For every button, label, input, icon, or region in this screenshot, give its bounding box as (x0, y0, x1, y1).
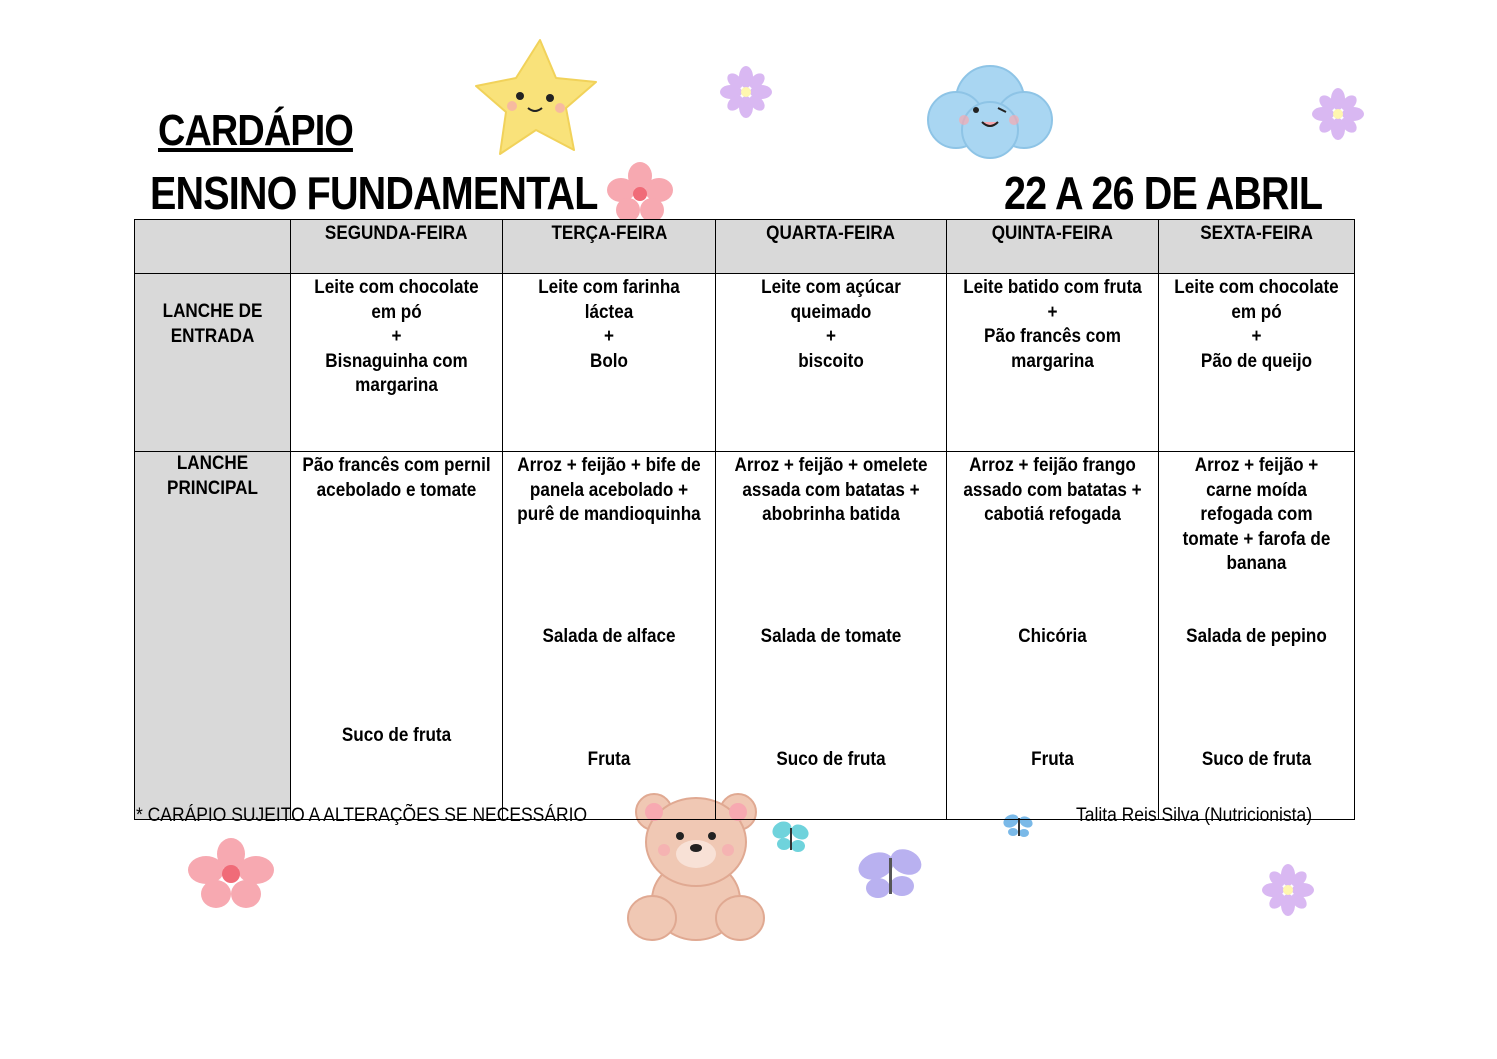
menu-cell (1159, 452, 1355, 820)
salad: Salada de alface (542, 626, 676, 647)
day-header: QUARTA-FEIRA (716, 220, 947, 274)
menu-cell (291, 452, 503, 820)
row-label-lanche-entrada: LANCHE DE ENTRADA (135, 274, 291, 452)
menu-cell: Leite com açúcar queimado + biscoito (716, 274, 947, 452)
menu-cell: Leite com chocolate em pó + Pão de queijo (1159, 274, 1355, 452)
star-decoration (470, 36, 600, 161)
menu-cell (716, 452, 947, 820)
drink: Suco de fruta (1201, 749, 1312, 770)
drink: Fruta (587, 749, 631, 770)
menu-table (134, 219, 1355, 820)
menu-cell: Leite com chocolate em pó + Bisnaguinha com margarina (291, 274, 503, 452)
corner-cell (135, 220, 291, 274)
lilac-flower-icon (720, 66, 772, 118)
butterfly-icon (856, 844, 924, 906)
cloud-decoration (920, 58, 1060, 162)
row-label-lanche-principal: LANCHE PRINCIPAL (135, 452, 291, 820)
drink: Suco de fruta (776, 749, 886, 770)
disclaimer-note: * CARÁPIO SUJEITO A ALTERAÇÕES SE NECESSÁRIO (136, 805, 588, 826)
table-header-row (135, 220, 1355, 274)
nutritionist-signature: Talita Reis Silva (Nutricionista) (1076, 805, 1313, 826)
pink-flower-icon (188, 838, 274, 908)
menu-cell (503, 452, 716, 820)
pink-flower-icon (606, 162, 674, 222)
page-subtitle: ENSINO FUNDAMENTAL (150, 167, 598, 219)
menu-cell: Leite batido com fruta + Pão francês com margarina (947, 274, 1159, 452)
menu-cell: Leite com farinha láctea + Bolo (503, 274, 716, 452)
salad: Chicória (1018, 626, 1087, 647)
table-row (135, 274, 1355, 452)
main-dish: Pão francês com pernil acebolado e tomate (302, 455, 491, 501)
day-header: SEXTA-FEIRA (1159, 220, 1355, 274)
menu-cell (947, 452, 1159, 820)
day-header: QUINTA-FEIRA (947, 220, 1159, 274)
drink: Fruta (1031, 749, 1074, 770)
drink: Suco de fruta (341, 725, 452, 746)
butterfly-icon (770, 818, 810, 856)
salad: Salada de tomate (760, 626, 902, 647)
main-dish: Arroz + feijão frango assado com batatas + cabotiá refogada (963, 455, 1142, 525)
main-dish: Arroz + feijão + bife de panela acebolado + purê de mandioquinha (517, 455, 701, 525)
page-title: CARDÁPIO (158, 106, 353, 155)
date-range: 22 A 26 DE ABRIL (1004, 167, 1323, 219)
main-dish: Arroz + feijão + omelete assada com batatas + abobrinha batida (734, 455, 928, 525)
lilac-flower-icon (1262, 864, 1314, 916)
main-dish: Arroz + feijão + carne moída refogada com tomate + farofa de banana (1182, 455, 1331, 574)
day-header: TERÇA-FEIRA (503, 220, 716, 274)
day-header: SEGUNDA-FEIRA (291, 220, 503, 274)
salad: Salada de pepino (1186, 626, 1327, 647)
lilac-flower-icon (1312, 88, 1364, 140)
table-row (135, 452, 1355, 820)
